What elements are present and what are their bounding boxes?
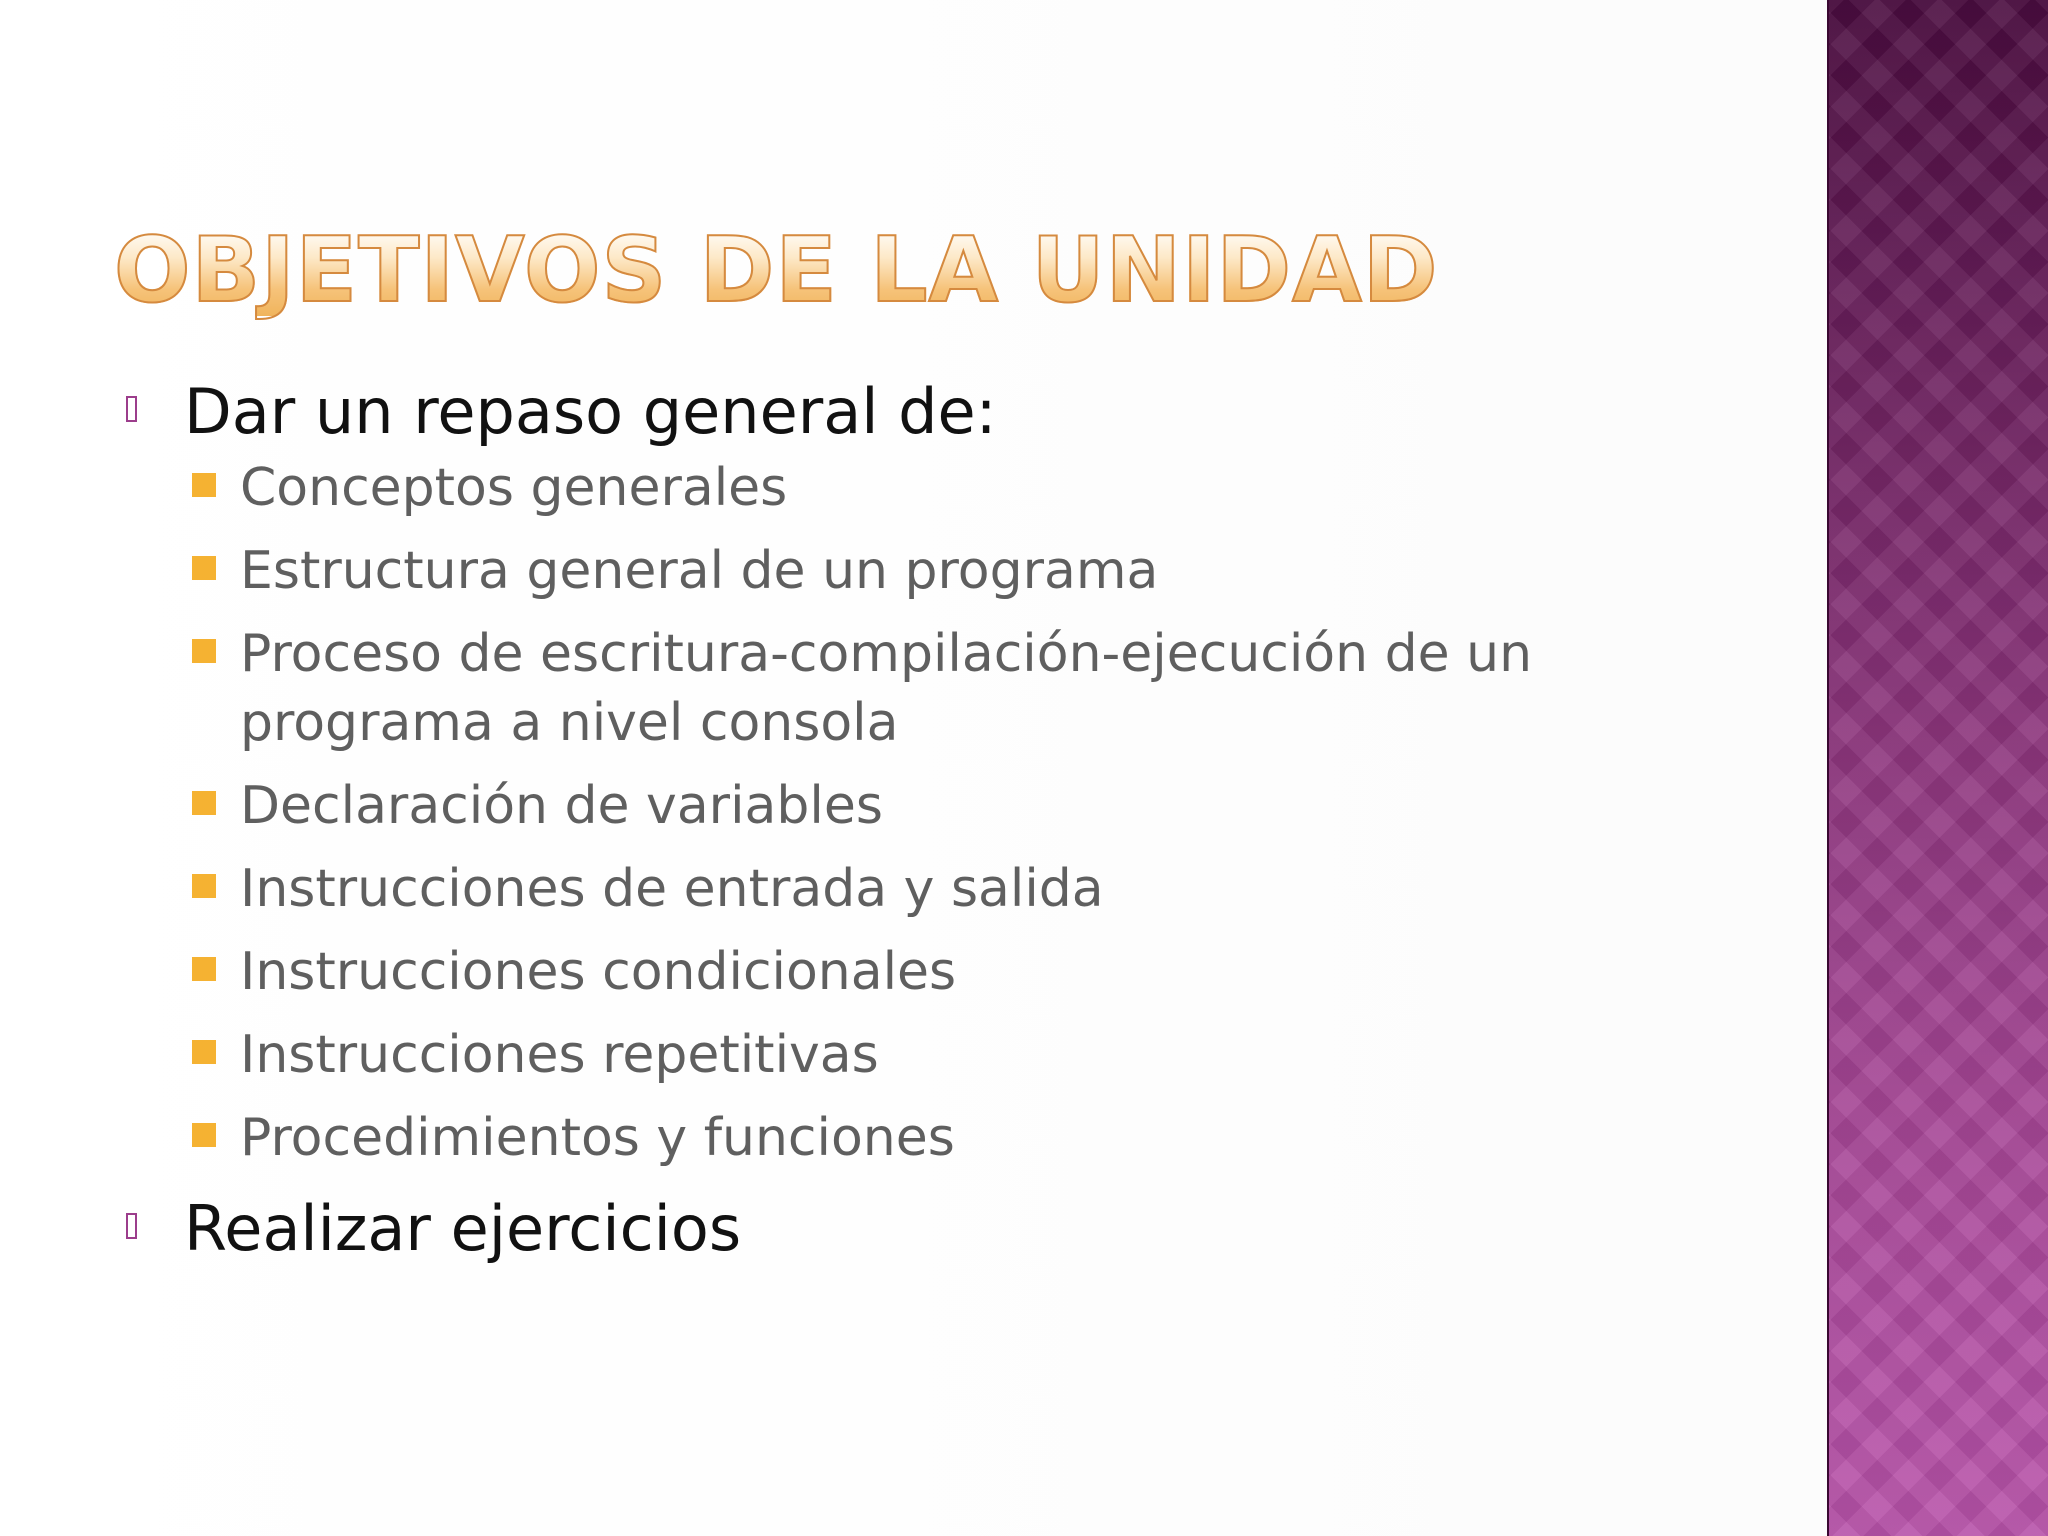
sub-list-item-label: Estructura general de un programa bbox=[240, 540, 1159, 601]
rectangle-bullet-icon bbox=[126, 396, 137, 422]
sub-list-item-label: Conceptos generales bbox=[240, 457, 788, 518]
square-bullet-icon bbox=[192, 874, 216, 898]
sub-list-item bbox=[120, 938, 1780, 1007]
sub-list-item bbox=[120, 1104, 1780, 1173]
square-bullet-icon bbox=[192, 957, 216, 981]
sub-list-item-label: Instrucciones de entrada y salida bbox=[240, 858, 1104, 919]
decorative-side-panel bbox=[1827, 0, 2048, 1536]
list-item-label: Realizar ejercicios bbox=[184, 1191, 742, 1265]
list-item-review bbox=[120, 370, 1780, 454]
square-bullet-icon bbox=[192, 791, 216, 815]
square-bullet-icon bbox=[192, 1040, 216, 1064]
sub-list-item bbox=[120, 772, 1780, 841]
sub-list-item bbox=[120, 454, 1780, 523]
square-bullet-icon bbox=[192, 1123, 216, 1147]
sub-list-item-label: Procedimientos y funciones bbox=[240, 1107, 955, 1168]
sub-list-item-label: Declaración de variables bbox=[240, 775, 883, 836]
sub-list-item-label: Instrucciones condicionales bbox=[240, 941, 957, 1002]
sub-list-item bbox=[120, 855, 1780, 924]
sub-list-item bbox=[120, 1021, 1780, 1090]
sub-list-item bbox=[120, 537, 1780, 606]
list-item-exercises bbox=[120, 1187, 1780, 1271]
sub-bullet-list bbox=[120, 454, 1780, 1173]
list-item-label: Dar un repaso general de: bbox=[184, 375, 997, 448]
square-bullet-icon bbox=[192, 556, 216, 580]
rectangle-bullet-icon bbox=[126, 1213, 137, 1239]
sub-list-item bbox=[120, 620, 1780, 758]
sub-list-item-label: Instrucciones repetitivas bbox=[240, 1024, 879, 1085]
sub-list-item-label: Proceso de escritura-compilación-ejecución de un programa a nivel consola bbox=[240, 623, 1533, 753]
square-bullet-icon bbox=[192, 473, 216, 497]
bullet-list bbox=[120, 370, 1780, 1270]
slide-title: OBJETIVOS DE LA UNIDAD bbox=[114, 218, 1439, 323]
square-bullet-icon bbox=[192, 639, 216, 663]
